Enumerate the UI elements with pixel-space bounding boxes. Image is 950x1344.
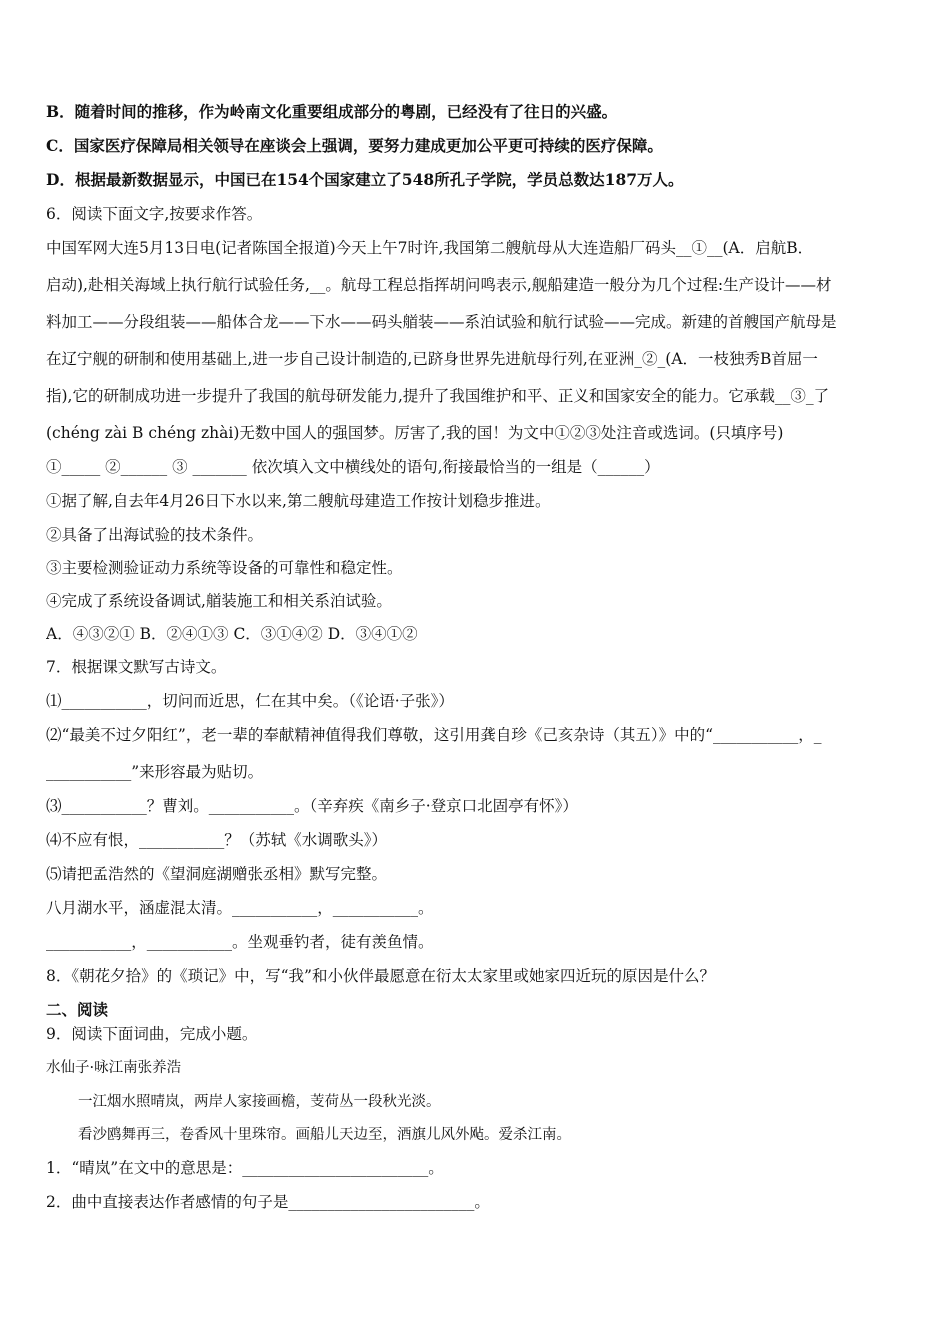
option-b: B．随着时间的推移，作为岭南文化重要组成部分的粤剧，已经没有了往日的兴盛。 (46, 102, 618, 121)
q9-sub-question: 2．曲中直接表达作者感情的句子是________________________。 (46, 1193, 490, 1211)
q8-text: 8．《朝花夕拾》的《琐记》中，写“我”和小伙伴最愿意在衍太太家里或她家四近玩的原因是什么？ (46, 967, 715, 985)
q7-item: ⑵“最美不过夕阳红”，老一辈的奉献精神值得我们尊敬，这引用龚自珍《己亥杂诗（其五）》中的“___________，_ (46, 726, 822, 744)
poem-title: 水仙子·咏江南张养浩 (46, 1060, 182, 1076)
q9-heading: 9．阅读下面词曲，完成小题。 (46, 1025, 258, 1043)
q6-sentence: ④完成了系统设备调试,艏装施工和相关系泊试验。 (46, 592, 392, 610)
q6-passage-line: 指),它的研制成功进一步提升了我国的航母研发能力,提升了我国维护和平、正义和国家安全的能力。它承载__③_了 (46, 387, 830, 405)
q6-heading: 6．阅读下面文字,按要求作答。 (46, 205, 263, 223)
q7-heading: 7．根据课文默写古诗文。 (46, 658, 227, 676)
q7-item: ⑷不应有恨，___________？（苏轼《水调歌头》） (46, 831, 388, 849)
q6-passage-line: (chéng zài B chéng zhài)无数中国人的强国梦。厉害了,我的国！为文中①②③处注音或选词。(只填序号) (46, 424, 784, 442)
q6-passage-line: 在辽宁舰的研制和使用基础上,进一步自己设计制造的,已跻身世界先进航母行列,在亚洲_②_(A．一枝独秀B首屈一 (46, 350, 818, 368)
q6-passage-line: 启动),赴相关海域上执行航行试验任务,__。航母工程总指挥胡问鸣表示,舰船建造一般分为几个过程:生产设计——材 (46, 276, 832, 294)
poem-line: 一江烟水照晴岚，两岸人家接画檐，芰荷丛一段秋光淡。 (78, 1094, 441, 1110)
q6-passage-line: 料加工——分段组装——船体合龙——下水——码头艏装——系泊试验和航行试验——完成。新建的首艘国产航母是 (46, 313, 837, 331)
q6-answer-line: ①_____ ②______ ③ _______ 依次填入文中横线处的语句,衔接最恰当的一组是（______） (46, 458, 660, 476)
q6-sentence: ③主要检测验证动力系统等设备的可靠性和稳定性。 (46, 559, 403, 577)
q6-passage-line: 中国军网大连5月13日电(记者陈国全报道)今天上午7时许,我国第二艘航母从大连造船厂码头__①__(A．启航B． (46, 239, 814, 257)
q7-item: 八月湖水平，涵虚混太清。___________，___________。 (46, 899, 434, 917)
q6-sentence: ①据了解,自去年4月26日下水以来,第二艘航母建造工作按计划稳步推进。 (46, 492, 551, 510)
q6-choices: A．④③②① B．②④①③ C．③①④② D．③④①② (46, 625, 418, 643)
q7-item: ___________，___________。坐观垂钓者，徒有羡鱼情。 (46, 933, 434, 951)
option-d: D．根据最新数据显示，中国已在154个国家建立了548所孔子学院，学员总数达187万人。 (46, 170, 684, 189)
q6-sentence: ②具备了出海试验的技术条件。 (46, 526, 264, 544)
q9-sub-question: 1．“晴岚”在文中的意思是：________________________。 (46, 1159, 444, 1177)
q7-item: ___________”来形容最为贴切。 (46, 763, 264, 781)
section-title: 二、阅读 (46, 1000, 109, 1019)
poem-line: 看沙鸥舞再三，卷香风十里珠帘。画船儿天边至，酒旗儿风外飐。爱杀江南。 (78, 1127, 571, 1143)
q7-item: ⑴___________，切问而近思，仁在其中矣。（《论语·子张》） (46, 692, 454, 710)
q7-item: ⑶___________？曹刘。___________。（辛弃疾《南乡子·登京口北固亭有怀》） (46, 797, 578, 815)
option-c: C．国家医疗保障局相关领导在座谈会上强调，要努力建成更加公平更可持续的医疗保障。 (46, 136, 663, 155)
q7-item: ⑸请把孟浩然的《望洞庭湖赠张丞相》默写完整。 (46, 865, 388, 883)
